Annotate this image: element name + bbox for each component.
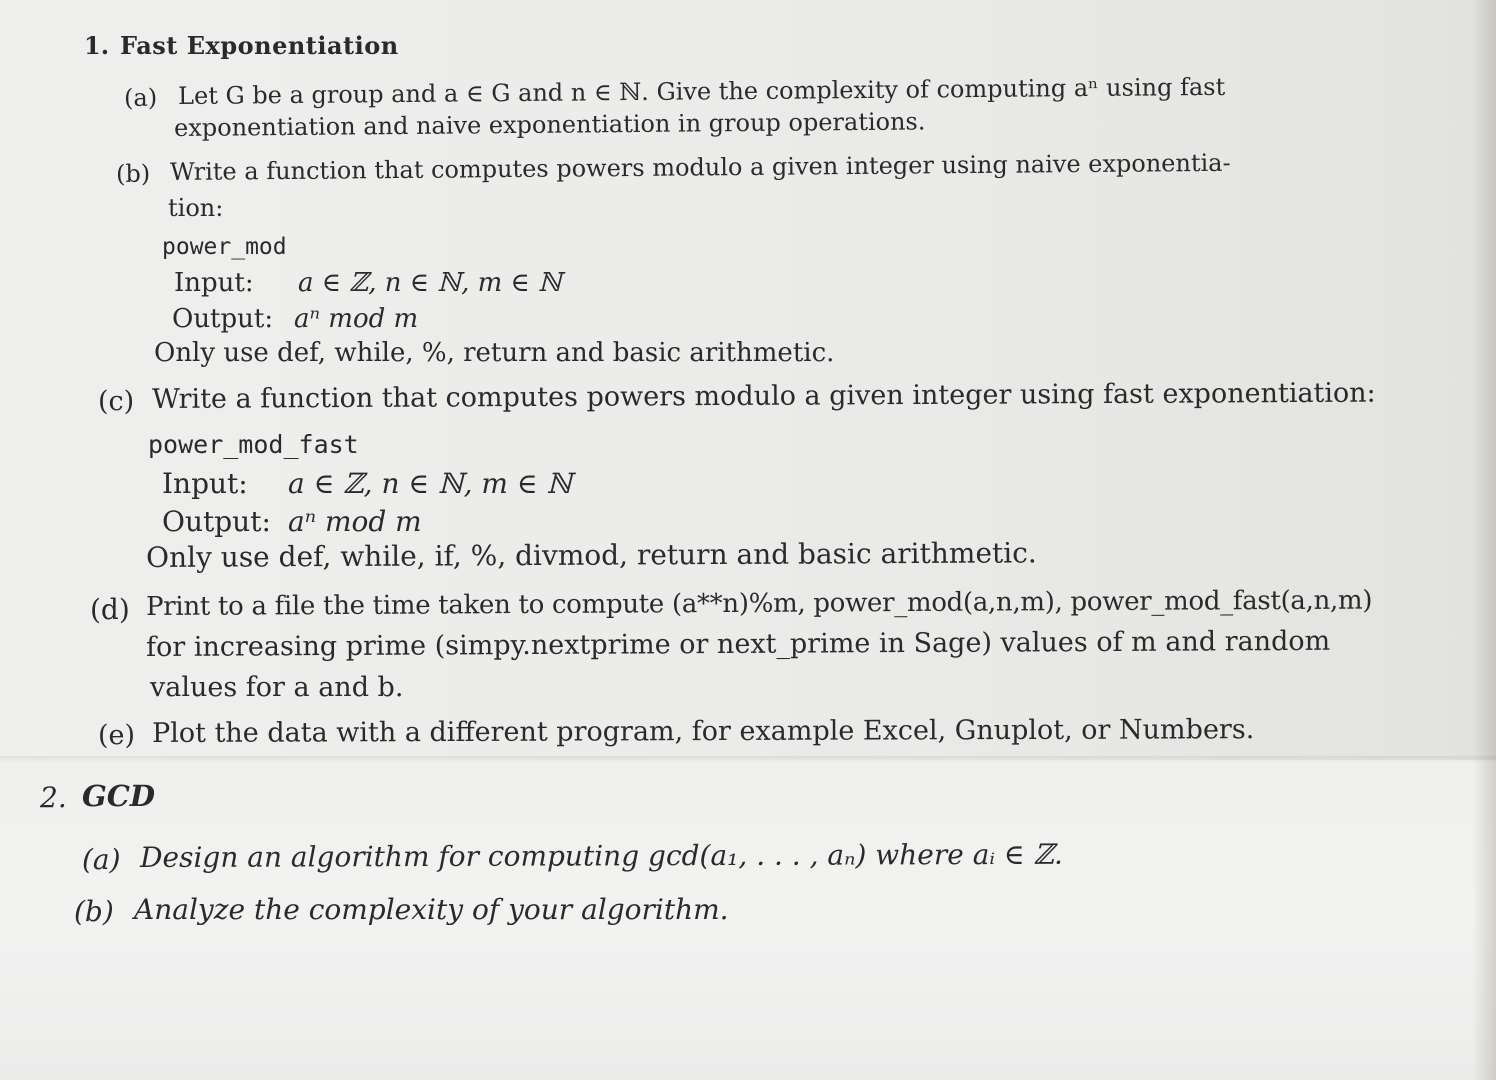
item-1a-label: (a) — [123, 83, 158, 112]
section-2-title: GCD — [82, 779, 155, 813]
item-1d-line1: Print to a file the time taken to compute (a**n)%m, power_mod(a,n,m), power_mod_fast(a,n,m) — [145, 585, 1373, 622]
item-2a-line1: Design an algorithm for computing gcd(a₁, . . . , aₙ) where aᵢ ∈ ℤ. — [139, 837, 1063, 874]
item-2b-line1: Analyze the complexity of your algorithm. — [134, 893, 729, 926]
section-1-number: 1. — [84, 31, 110, 60]
item-1e-label: (e) — [98, 720, 136, 751]
item-1b-only-use: Only use def, while, %, return and basic arithmetic. — [154, 338, 835, 368]
item-1c-label: (c) — [98, 386, 135, 417]
item-1b-input-label: Input: — [174, 268, 254, 298]
item-1b-label: (b) — [115, 159, 151, 188]
item-1c-input-value: a ∈ ℤ, n ∈ ℕ, m ∈ ℕ — [288, 467, 573, 500]
item-1c-line1: Write a function that computes powers modulo a given integer using fast exponentiation: — [151, 377, 1376, 415]
item-1d-line3: values for a and b. — [150, 672, 404, 703]
paper-fold-line — [0, 756, 1496, 764]
section-1-title: Fast Exponentiation — [120, 31, 399, 60]
item-1e-line1: Plot the data with a different program, for example Excel, Gnuplot, or Numbers. — [151, 714, 1255, 749]
item-1d-label: (d) — [90, 593, 130, 626]
section-2-number: 2. — [40, 781, 67, 814]
item-2a-label: (a) — [82, 843, 121, 876]
item-2b-label: (b) — [74, 895, 114, 928]
item-1a-line2: exponentiation and naive exponentiation in group operations. — [173, 107, 926, 142]
item-1c-input-label: Input: — [162, 467, 248, 500]
paper-edge-shadow — [1472, 0, 1496, 1080]
item-1b-line2: tion: — [168, 194, 224, 222]
item-1c-output-value: aⁿ mod m — [288, 505, 422, 538]
item-1c-output-label: Output: — [162, 505, 271, 538]
item-1c-only-use: Only use def, while, if, %, divmod, return and basic arithmetic. — [145, 536, 1037, 574]
item-1b-function-name: power_mod — [162, 234, 287, 260]
item-1d-line2: for increasing prime (simpy.nextprime or next_prime in Sage) values of m and random — [145, 625, 1331, 663]
item-1b-line1: Write a function that computes powers modulo a given integer using naive exponentia- — [169, 148, 1231, 186]
item-1c-function-name: power_mod_fast — [148, 430, 359, 459]
item-1a-line1: Let G be a group and a ∈ G and n ∈ ℕ. Give the complexity of computing aⁿ using fast — [177, 72, 1226, 110]
item-1b-output-value: aⁿ mod m — [294, 304, 419, 334]
item-1b-input-value: a ∈ ℤ, n ∈ ℕ, m ∈ ℕ — [298, 268, 562, 298]
item-1b-output-label: Output: — [172, 304, 274, 334]
